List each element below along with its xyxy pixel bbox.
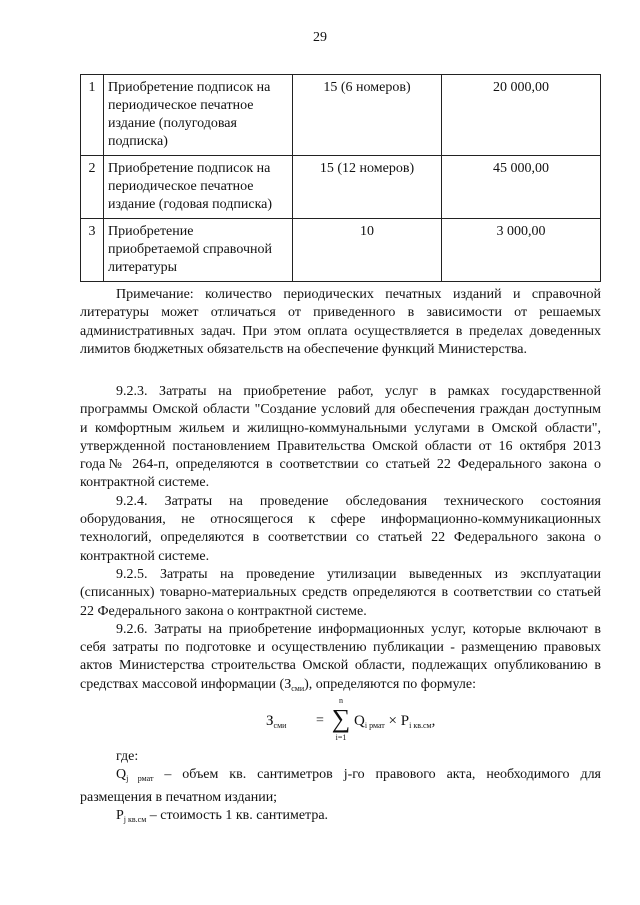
summation-upper-limit: n [339, 696, 343, 705]
row-number: 3 [81, 219, 104, 282]
where-label: где: [116, 749, 139, 764]
item-quantity: 10 [293, 219, 442, 282]
item-price: 45 000,00 [442, 156, 601, 219]
formula [80, 696, 601, 744]
formula-p-subscript: i кв.см [409, 721, 432, 730]
section-9-2-4: 9.2.4. Затраты на проведение обследования технического состояния оборудования, не относящегося к сфере информационно-коммуникационных технологий, определяются в соответствии со статьей 22 Федерального закона о контрактной системе. [80, 493, 601, 564]
p-definition [80, 807, 601, 829]
formula-explanation [80, 748, 601, 829]
note-paragraph: Примечание: количество периодических печатных изданий и справочной литературы может отличаться от приведенного в зависимости от решаемых административных задач. При этом оплата осуществляется в пределах доведенных лимитов бюджетных обязательств на обеспечение функций Министерства. [80, 287, 601, 357]
p-definition-subscript: j кв.см [123, 814, 147, 824]
summation [330, 696, 352, 744]
item-price: 3 000,00 [442, 219, 601, 282]
formula-equals: = [316, 713, 324, 728]
q-definition-symbol: Q [116, 767, 127, 783]
page-number: 29 [313, 30, 327, 45]
formula-q-subscript: i рмат [364, 721, 385, 730]
sections-body [80, 383, 601, 698]
item-name: Приобретение подписок на периодическое печатное издание (полугодовая подписка) [104, 75, 293, 156]
summation-sign: ∑ [331, 704, 351, 733]
formula-lhs-subscript: сми [273, 721, 287, 730]
section-9-2-6-text: 9.2.6. Затраты на приобретение информационных услуг, которые включают в себя затраты по подготовке и осуществлению публикации - размещению правовых актов Министерства строительства Омской области, подлежащих опубликованию в средствах массовой информации (З [80, 621, 601, 692]
table-row [81, 75, 601, 156]
formula-p-symbol: P [400, 713, 410, 729]
item-name: Приобретение подписок на периодическое печатное издание (годовая подписка) [104, 156, 293, 219]
q-definition-text: – объем кв. сантиметров j-го правового акта, необходимого для размещения в печатном издании; [80, 767, 601, 805]
formula-lhs [266, 713, 286, 730]
summation-lower-limit: i=1 [335, 733, 347, 742]
section-9-2-5: 9.2.5. Затраты на проведение утилизации выведенных из эксплуатации (списанных) товарно-материальных средств определяются в соответствии со статьей 22 Федерального закона о контрактной системе. [80, 566, 601, 619]
table-note [80, 286, 601, 359]
q-definition [80, 766, 601, 807]
formula-lhs-symbol: З [266, 713, 274, 729]
p-definition-text: – стоимость 1 кв. сантиметра. [146, 807, 329, 823]
row-number: 2 [81, 156, 104, 219]
formula-comma: , [431, 713, 436, 729]
section-9-2-6 [80, 621, 601, 698]
row-number: 1 [81, 75, 104, 156]
formula-rhs [354, 713, 435, 730]
table-row [81, 156, 601, 219]
formula-q-symbol: Q [354, 713, 365, 729]
cost-table [80, 74, 601, 282]
table-row [81, 219, 601, 282]
item-quantity: 15 (6 номеров) [293, 75, 442, 156]
smi-subscript: сми [291, 683, 305, 693]
item-price: 20 000,00 [442, 75, 601, 156]
section-9-2-6-text-end: ), определяются по формуле: [304, 676, 476, 692]
q-definition-subscript: j рмат [126, 774, 154, 784]
formula-times: × [388, 713, 398, 729]
item-quantity: 15 (12 номеров) [293, 156, 442, 219]
p-definition-symbol: P [116, 807, 124, 823]
item-name: Приобретение приобретаемой справочной литературы [104, 219, 293, 282]
section-9-2-3: 9.2.3. Затраты на приобретение работ, услуг в рамках государственной программы Омской области "Создание условий для обеспечения граждан доступным и комфортным жильем и жилищно-коммунальными услугами в Омской области", утвержденной постановлением Правительства Омской области от 16 октября 2013 года№ 264-п, определяются в соответствии со статьей 22 Федерального закона о контрактной системе. [80, 384, 601, 491]
